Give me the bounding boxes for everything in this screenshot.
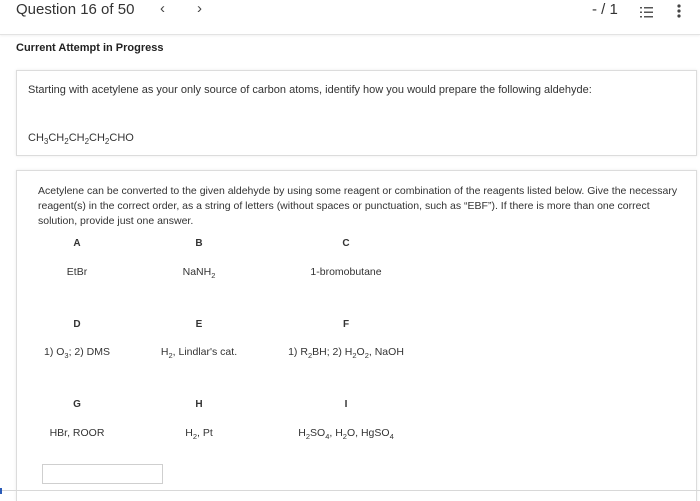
reagent-text: NaNH [182,266,212,278]
answer-card [16,170,697,501]
reagent-text: BH; 2) H [312,346,353,358]
reagent-text: , Pt [197,427,213,439]
reagent-text: O, HgSO [346,427,390,439]
reagent-text: , Lindlar's cat. [172,346,238,358]
reagent-subscript: 2 [364,351,369,361]
reagent-text: 1) R [288,346,308,358]
reagent-text: H [185,427,193,439]
reagent-text: ; 2) DMS [68,346,110,358]
formula-subscript: 2 [64,137,69,147]
formula-subscript: 2 [104,137,110,147]
score-display: - / 1 [592,1,618,18]
reagent-text: HBr, ROOR [49,427,105,439]
answer-input[interactable] [42,464,163,484]
reagent-subscript: 2 [342,432,347,442]
question-prompt: Starting with acetylene as your only source of carbon atoms, identify how you would prepare the following aldehyde: [28,84,592,96]
reagent-text: , NaOH [368,346,404,358]
reagent-subscript: 4 [325,432,330,442]
reagent-g [17,427,137,439]
reagent-letter-g: G [73,399,81,410]
reagent-letter-h: H [195,399,203,410]
reagent-subscript: 2 [192,432,197,442]
reagent-c [286,266,406,278]
reagent-letter-i: I [344,399,348,410]
divider [0,490,700,491]
reagent-letter-c: C [342,238,350,249]
reagent-subscript: 2 [307,351,313,361]
reagent-b [139,266,259,280]
reagent-subscript: 2 [352,351,357,361]
formula-text: CH [48,132,65,144]
scroll-marker [0,488,2,494]
reagent-text: SO [310,427,326,439]
question-counter: Question 16 of 50 [16,1,135,18]
reagent-text: H [160,346,169,358]
next-question-button[interactable]: › [197,0,202,17]
reagent-i [261,427,431,441]
reagent-subscript: 2 [211,271,216,281]
formula-text: CH [89,132,105,144]
formula-text: CHO [109,132,134,144]
reagent-subscript: 3 [64,351,69,361]
reagent-d [17,346,137,360]
reagent-letter-b: B [195,238,203,249]
previous-question-button[interactable]: ‹ [160,0,165,17]
reagent-subscript: 2 [168,351,173,361]
reagent-letter-f: F [342,319,350,330]
attempt-status: Current Attempt in Progress [16,42,164,54]
reagent-letter-a: A [73,238,81,249]
reagent-a [17,266,137,278]
reagent-subscript: 4 [389,432,394,442]
more-vertical-icon-graphic [677,4,681,18]
formula-text: CH [28,132,44,144]
reagent-text: O [356,346,365,358]
more-vertical-icon[interactable] [677,4,681,18]
reagent-text: EtBr [66,266,88,278]
reagent-letter-e: E [195,319,203,330]
top-bar [0,0,700,35]
formula-text: CH [68,132,85,144]
reagent-text: , H [329,427,343,439]
reagent-subscript: 2 [305,432,311,442]
reagent-h [139,427,259,441]
reagent-e [139,346,259,360]
formula-subscript: 2 [84,137,90,147]
list-icon-graphic [640,7,653,18]
formula-subscript: 3 [43,137,49,147]
list-icon[interactable] [640,5,653,16]
reagent-text: 1-bromobutane [310,266,382,278]
reagent-letter-d: D [73,319,81,330]
reagent-f [261,346,431,360]
instructions-text: Acetylene can be converted to the given aldehyde by using some reagent or combination of the reagents listed below. Give the necessary reagent(s) in the correct order, as a string of letters (without spaces or punctuation, such as “EBF”). If there is more than one correct solution, provide just one answer. [38,185,678,227]
reagent-text: H [298,427,306,439]
target-aldehyde-formula [28,132,134,146]
reagent-text: 1) O [43,346,65,358]
question-card [16,70,697,156]
